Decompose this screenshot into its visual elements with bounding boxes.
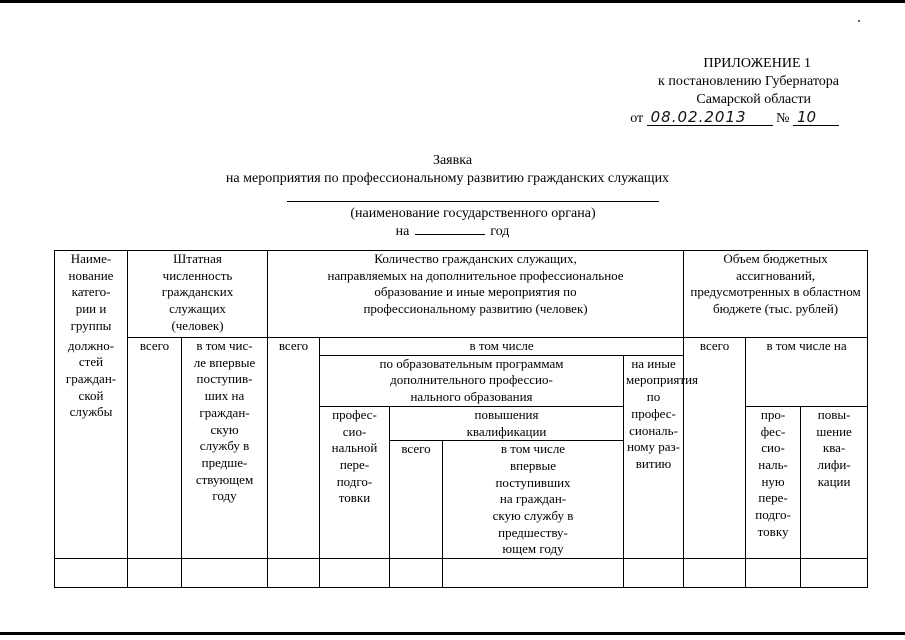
col-header-budget: Объем бюджетных ассигнований, предусмотренных в областном бюджете (тыс. рублей) bbox=[684, 251, 868, 338]
cell-name[interactable] bbox=[55, 559, 128, 588]
year-prefix: на bbox=[395, 224, 410, 239]
other-events-header: на иные мероприятия по профес- сиональ- ному раз- витию bbox=[624, 355, 684, 558]
top-page-edge bbox=[0, 0, 905, 3]
form-title: Заявка bbox=[432, 153, 473, 168]
count-total-header: всего bbox=[268, 338, 320, 559]
decree-date: 08.02.2013 bbox=[647, 109, 773, 126]
appendix-decree-line: к постановлению Губернатора bbox=[658, 74, 839, 89]
cell-count-total[interactable] bbox=[268, 559, 320, 588]
dpo-programs-header: по образовательным программам дополнительного профессио- нального образования bbox=[320, 355, 624, 406]
decree-signature-line bbox=[630, 109, 839, 129]
staff-total-header: всего bbox=[128, 338, 182, 559]
retraining-header: профес- сио- нальной пере- подго- товки bbox=[320, 406, 390, 558]
org-name-caption: (наименование государственного органа) bbox=[350, 206, 596, 221]
qualification-header: повышения квалификации bbox=[390, 406, 624, 440]
cell-qual-first-time[interactable] bbox=[443, 559, 624, 588]
cell-staff-total[interactable] bbox=[128, 559, 182, 588]
budget-including-spacer bbox=[746, 355, 868, 406]
cell-staff-first-time[interactable] bbox=[182, 559, 268, 588]
from-label: от bbox=[630, 111, 644, 126]
org-name-blank bbox=[287, 201, 659, 202]
scan-speck bbox=[858, 20, 860, 22]
col-header-count: Количество гражданских служащих, направляемых на дополнительное профессиональное образование и иные мероприятия по профессиональному развитию (человек) bbox=[268, 251, 684, 338]
form-subtitle: на мероприятия по профессиональному развитию гражданских служащих bbox=[225, 171, 670, 186]
year-suffix: год bbox=[490, 224, 510, 239]
cell-budget-total[interactable] bbox=[684, 559, 746, 588]
col-header-staff: Штатная численность гражданских служащих (человек) bbox=[128, 251, 268, 338]
budget-total-header: всего bbox=[684, 338, 746, 559]
application-table bbox=[54, 250, 868, 588]
bottom-page-edge bbox=[0, 632, 905, 635]
form-heading bbox=[0, 152, 905, 188]
decree-number: 10 bbox=[793, 109, 839, 126]
appendix-region-line: Самарской области bbox=[696, 92, 811, 107]
qualification-total-header: всего bbox=[390, 441, 443, 559]
year-line bbox=[0, 222, 905, 240]
number-label: № bbox=[776, 111, 790, 126]
year-blank bbox=[415, 222, 485, 235]
count-including-header: в том числе bbox=[320, 338, 684, 356]
appendix-title: ПРИЛОЖЕНИЕ 1 bbox=[703, 56, 811, 71]
cell-retraining[interactable] bbox=[320, 559, 390, 588]
budget-qualification-header: повы- шение ква- лифи- кации bbox=[801, 406, 868, 558]
cell-qualification-total[interactable] bbox=[390, 559, 443, 588]
col-header-name-cont: должно- стей граждан- ской службы bbox=[55, 338, 128, 559]
table-row bbox=[55, 559, 868, 588]
cell-budget-retraining[interactable] bbox=[746, 559, 801, 588]
budget-including-header: в том числе на bbox=[746, 338, 868, 356]
cell-budget-qualification[interactable] bbox=[801, 559, 868, 588]
appendix-block bbox=[630, 55, 839, 129]
staff-first-time-header: в том чис- ле впервые поступив- ших на граждан- скую службу в предше- ствующем году bbox=[182, 338, 268, 559]
col-header-name: Наиме- нование катего- рии и группы bbox=[55, 251, 128, 338]
cell-other-events[interactable] bbox=[624, 559, 684, 588]
qual-first-time-header: в том числе впервые поступивших на граждан- скую службу в предшеству- ющем году bbox=[443, 441, 624, 559]
budget-retraining-header: про- фес- сио- наль- ную пере- подго- товку bbox=[746, 406, 801, 558]
